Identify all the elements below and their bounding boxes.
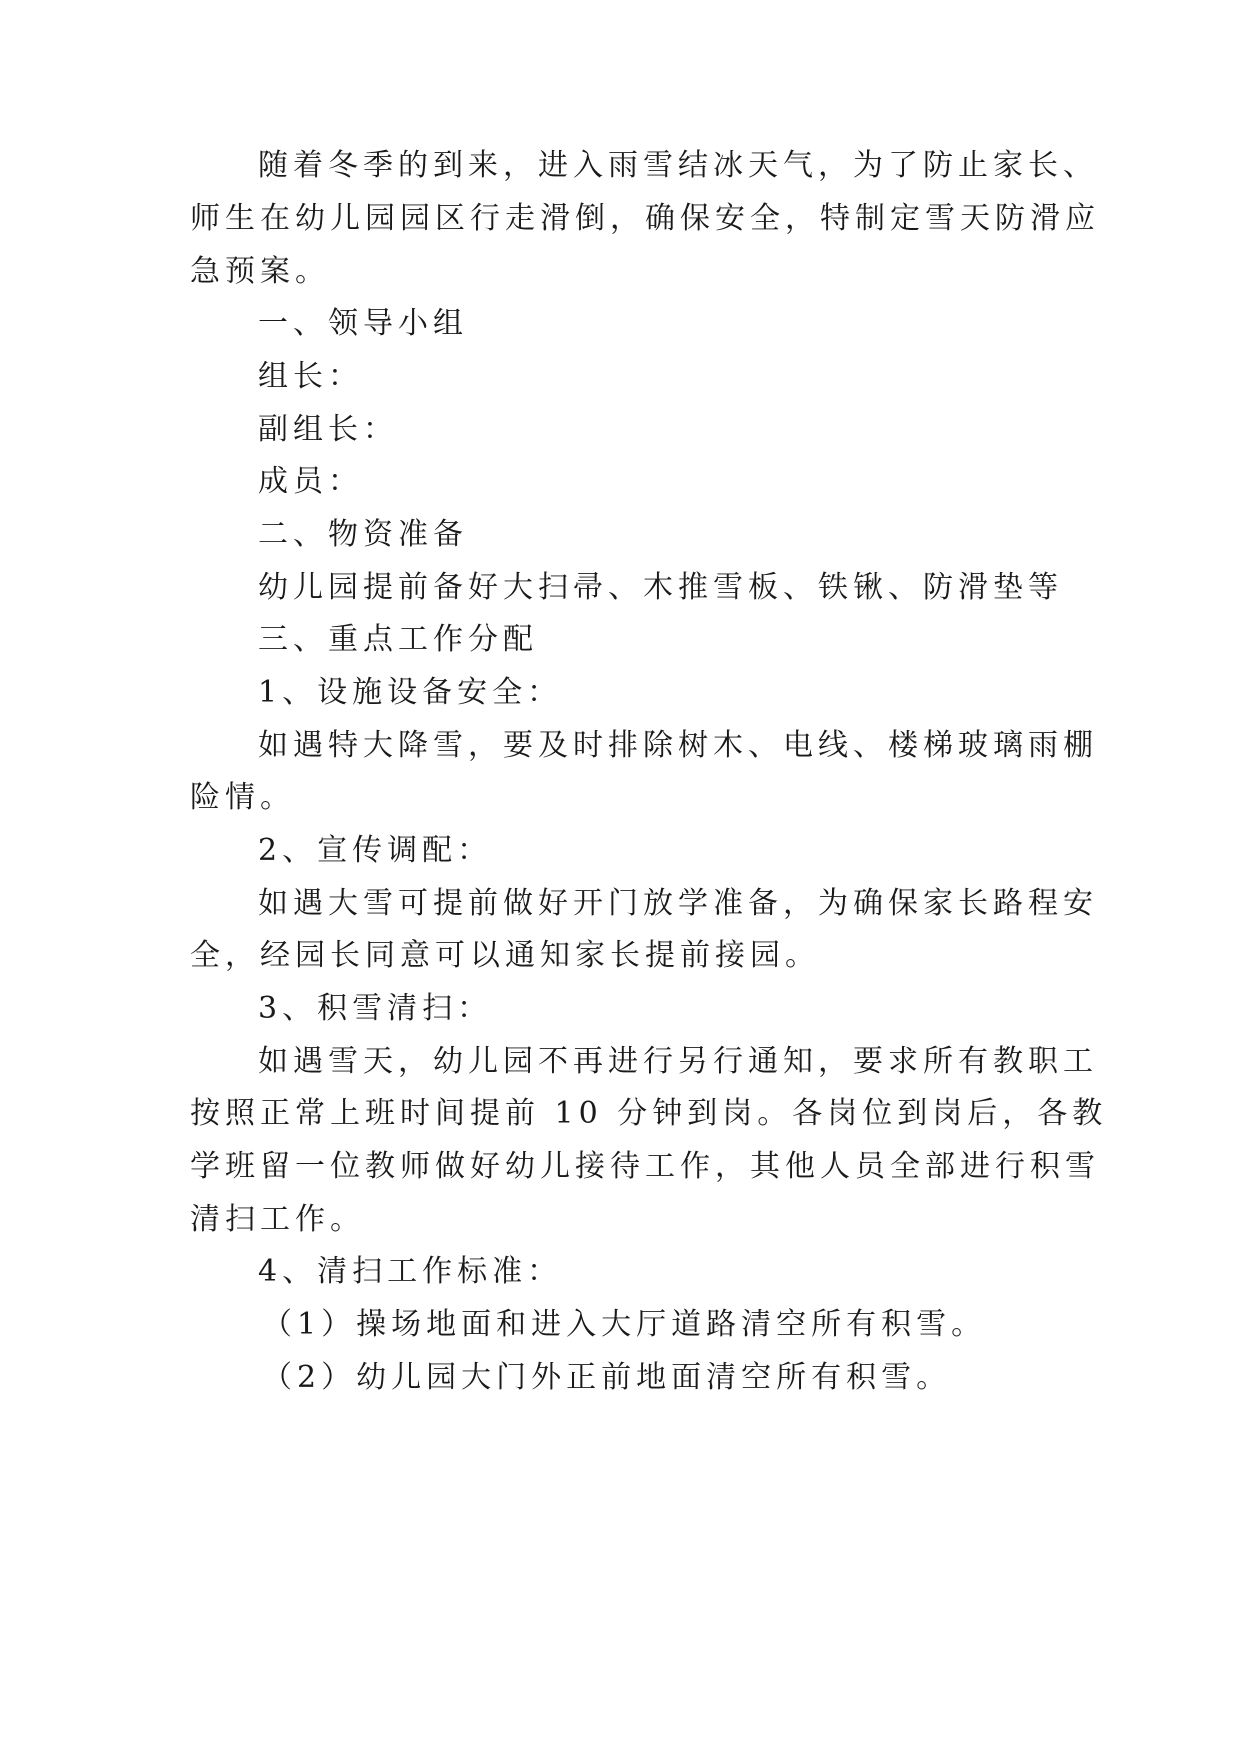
intro-line-1: 随着冬季的到来，进入雨雪结冰天气，为了防止家长、 [258,148,1098,183]
publicity-line-1: 如遇大雪可提前做好开门放学准备，为确保家长路程安 [258,886,1098,921]
facilities-line-2: 险情。 [190,780,295,815]
subsection-facilities-title: 1、设施设备安全： [258,675,563,710]
snow-clearing-line-2: 按照正常上班时间提前 10 分钟到岗。各岗位到岗后，各教 [190,1096,1108,1131]
subsection-publicity-title: 2、宣传调配： [258,833,493,868]
subsection-snow-clearing-title: 3、积雪清扫： [258,991,493,1026]
subsection-standards-title: 4、清扫工作标准： [258,1254,563,1289]
standards-item-2: （2）幼儿园大门外正前地面清空所有积雪。 [262,1360,952,1395]
standards-item-1: （1）操场地面和进入大厅道路清空所有积雪。 [262,1307,987,1342]
vice-leader-label: 副组长： [258,412,398,447]
section-heading-work: 三、重点工作分配 [258,622,538,657]
facilities-line-1: 如遇特大降雪，要及时排除树木、电线、楼梯玻璃雨棚 [258,728,1098,763]
intro-line-3: 急预案。 [190,254,330,289]
supplies-text: 幼儿园提前备好大扫帚、木推雪板、铁锹、防滑垫等 [258,570,1063,605]
snow-clearing-line-4: 清扫工作。 [190,1202,365,1237]
leader-label: 组长： [258,359,363,394]
section-heading-supplies: 二、物资准备 [258,517,468,552]
members-label: 成员： [258,464,363,499]
publicity-line-2: 全，经园长同意可以通知家长提前接园。 [190,938,820,973]
intro-line-2: 师生在幼儿园园区行走滑倒，确保安全，特制定雪天防滑应 [190,201,1100,236]
snow-clearing-line-3: 学班留一位教师做好幼儿接待工作，其他人员全部进行积雪 [190,1149,1100,1184]
section-heading-leadership: 一、领导小组 [258,306,468,341]
snow-clearing-line-1: 如遇雪天，幼儿园不再进行另行通知，要求所有教职工 [258,1044,1098,1079]
